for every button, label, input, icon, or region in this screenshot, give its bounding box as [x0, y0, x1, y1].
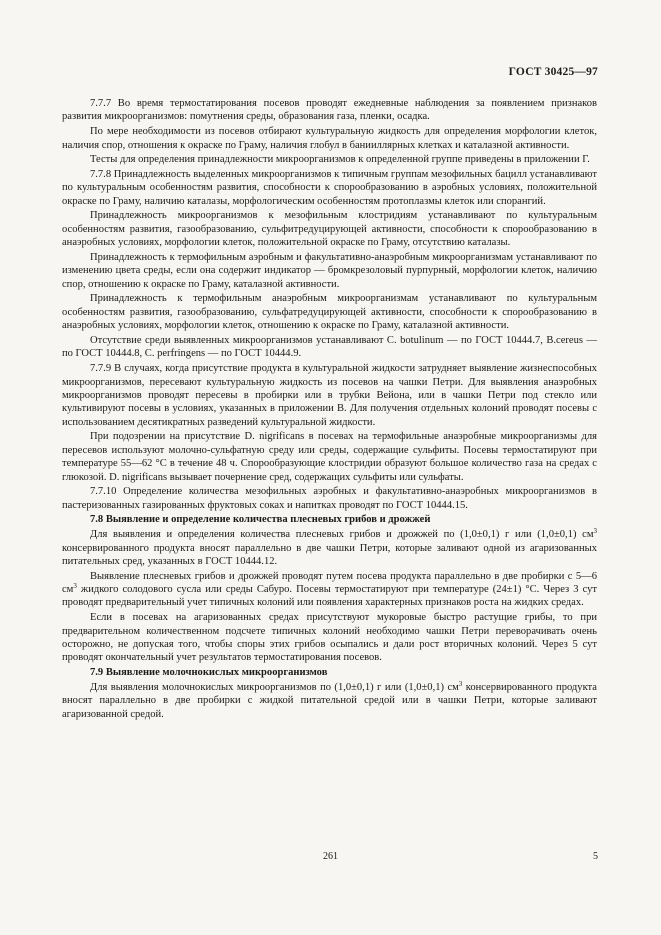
text-run: Для выявления и определения количества плесневых грибов и дрожжей по (1,0±0,1) г или (1,0±0,1) см [90, 529, 594, 541]
standard-header: ГОСТ 30425—97 [508, 66, 598, 78]
paragraph: Принадлежность к термофильным анаэробным микроорганизмам устанавливают по культуральным особенностям развития, газообразованию, сульфатредуцирующей активности, способности к спорообразованию в анаэробных условиях, морфологии клеток, отношению к окраске по Граму, каталазной активности. [62, 293, 597, 332]
text-run: консервированного продукта вносят параллельно в две чашки Петри, которые заливают одной из агаризованных питательных сред, указанных в ГОСТ 10444.12. [62, 542, 597, 567]
text-run: жидкого солодового сусла или среды Сабуро. Посевы термостатируют при температуре (24±1) °С. Через 3 сут проводят предварительный учет типичных колоний или появления характерных признаков роста на жидких средах. [62, 584, 597, 609]
section-heading-7-8: 7.8 Выявление и определение количества плесневых грибов и дрожжей [90, 514, 431, 526]
paragraph: 7.7.9 В случаях, когда присутствие продукта в культуральной жидкости затрудняет выявление жизнеспособных микроорганизмов, пересевают культуральную жидкость из посевов на чашки Петри. Для выявления анаэробных микроорганизмов проводят пересевы в пробирки или в трубки Вейона, или в чашки Петри под стекло или культивируют посевы в условиях, указанных в приложении В. Для получения отдельных колоний проводят посевы с использованием десятикратных разведений культуральной жидкости. [62, 363, 597, 428]
page-number: 261 [323, 851, 338, 862]
superscript: 3 [458, 679, 463, 688]
paragraph: 7.7.8 Принадлежность выделенных микроорганизмов к типичным группам мезофильных бацилл устанавливают по культуральным особенностям развития, способности к спорообразованию в аэробных условиях, положительной окраске по Граму, наличию каталазы, морфологическим особенностям протоплазмы клеток или спорангий. [62, 168, 597, 207]
superscript: 3 [73, 582, 77, 591]
paragraph: Принадлежность микроорганизмов к мезофильным клостридиям устанавливают по культуральным особенностям развития, газообразованию, сульфитредуцирующей активности, способности к спорообразованию в анаэробных условиях, морфологии клеток, положительной окраске по Граму, отсутствию каталазы. [62, 210, 597, 249]
paragraph: По мере необходимости из посевов отбирают культуральную жидкость для определения морфологии клеток, наличия спор, отношения к окраске по Граму, наличия глобул в банииллярных клетках и каталазной активности. [62, 126, 597, 151]
paragraph [62, 681, 597, 721]
paragraph: Отсутствие среди выявленных микроорганизмов устанавливают C. botulinum — по ГОСТ 10444.7, B.cereus — по ГОСТ 10444.8, C. perfringens — по ГОСТ 10444.9. [62, 334, 597, 360]
text-run: Выявление плесневых грибов и дрожжей проводят путем посева продукта параллельно в две пробирки с 5—6 см [62, 570, 597, 596]
paragraph: Тесты для определения принадлежности микроорганизмов к определенной группе приведены в приложении Г. [90, 154, 590, 166]
paragraph: 7.7.7 Во время термостатирования посевов проводят ежедневные наблюдения за появлением признаков развития микроорганизмов: помутнения среды, образования газа, пленки, осадка. [62, 98, 597, 123]
section-heading-7-9: 7.9 Выявление молочнокислых микроорганизмов [90, 667, 328, 679]
paragraph [62, 528, 597, 568]
document-body [62, 97, 597, 722]
paragraph: Принадлежность к термофильным аэробным и факультативно-анаэробным микроорганизмам устанавливают по изменению цвета среды, если она содержит индикатор — бромкрезоловый пурпурный, морфологии клеток, наличию спор, отношению к окраске по Граму, каталазной активности. [62, 251, 597, 290]
paragraph: При подозрении на присутствие D. nigrificans в посевах на термофильные анаэробные микроорганизмы для пересевов используют молочно-сульфатную среду или среды, содержащие сульфиты. Посевы термостатируют при температуре 55—62 °С в течение 48 ч. Спорообразующие клостридии образуют большое количество газа на средах с глюкозой. D. nigrificans вызывает почернение сред, содержащих сульфиты или сульфаты. [62, 431, 597, 483]
paragraph: 7.7.10 Определение количества мезофильных аэробных и факультативно-анаэробных микроорганизмов в пастеризованных газированных фруктовых соках и напитках проводят по ГОСТ 10444.15. [62, 486, 597, 511]
text-run: Для выявления молочнокислых микроорганизмов по (1,0±0,1) г или (1,0±0,1) см [90, 681, 459, 693]
superscript: 3 [593, 527, 597, 536]
paragraph [62, 570, 597, 610]
sheet-number: 5 [593, 851, 598, 862]
paragraph: Если в посевах на агаризованных средах присутствуют мукоровые быстро растущие грибы, то при предварительном количественном подсчете типичных колоний необходимо чашки Петри переворачивать очень осторожно, не допуская того, чтобы споры этих грибов осыпались и дали рост вторичных колоний. Через 5 сут проводят окончательный учет результатов термостатирования посевов. [62, 612, 597, 664]
text-run: консервированного продукта вносят параллельно в две пробирки с жидкой питательной средой или в чашки Петри, которые заливают агаризованной средой. [62, 681, 597, 720]
